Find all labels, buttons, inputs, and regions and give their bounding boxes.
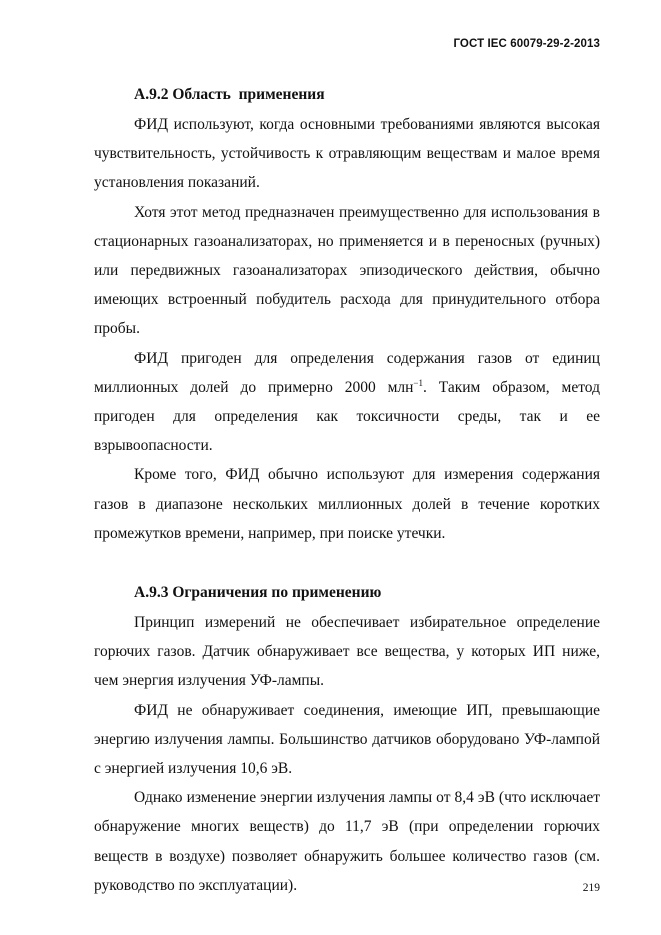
section-spacer (94, 548, 600, 578)
page-body (94, 80, 600, 900)
paragraph: ФИД не обнаруживает соединения, имеющие ИП, превышающие энергию излучения лампы. Большинство датчиков оборудовано УФ-лампой с энергией излучения 10,6 эВ. (94, 701, 600, 778)
section-heading: А.9.2 Область применения (134, 86, 325, 103)
range-paragraph (94, 344, 600, 461)
section-heading: А.9.3 Ограничения по применению (134, 584, 382, 602)
paragraph: Хотя этот метод предназначен преимущественно для использования в стационарных газоанализаторах, но применяется и в переносных (ручных) или передвижных газоанализаторах эпизодического действия, обычно имеющих встроенный побудитель расхода для принудительного отбора пробы. (94, 203, 600, 338)
range-text-start: ФИД пригоден для определения содержания газов от единиц миллионных долей до примерно 2000 млн (94, 349, 600, 396)
section-a-9-3 (94, 578, 600, 900)
paragraph: Однако изменение энергии излучения лампы от 8,4 эВ (что исключает обнаружение многих веществ) до 11,7 эВ (при определении горючих веществ в воздухе) позволяет обнаружить большее количество газов (см. руководство по эксплуатации). (94, 789, 600, 894)
section-a-9-2 (94, 80, 600, 548)
paragraph: Кроме того, ФИД обычно используют для измерения содержания газов в диапазоне нескольких миллионных долей в течение коротких промежутков времени, например, при поиске утечки. (94, 466, 600, 542)
paragraph: ФИД используют, когда основными требованиями являются высокая чувствительность, устойчивость к отравляющим веществам и малое время установления показаний. (94, 116, 600, 192)
unit-exponent: −1 (413, 377, 423, 388)
paragraph: Принцип измерений не обеспечивает избирательное определение горючих газов. Датчик обнаруживает все вещества, у которых ИП ниже, чем энергия излучения УФ-лампы. (94, 614, 600, 690)
page-number: 219 (582, 882, 600, 894)
range-text-end: . Таким образом, метод пригоден для определения как токсичности среды, так и ее взрывоопасности. (94, 378, 600, 455)
document-header: ГОСТ IEC 60079-29-2-2013 (453, 38, 600, 50)
